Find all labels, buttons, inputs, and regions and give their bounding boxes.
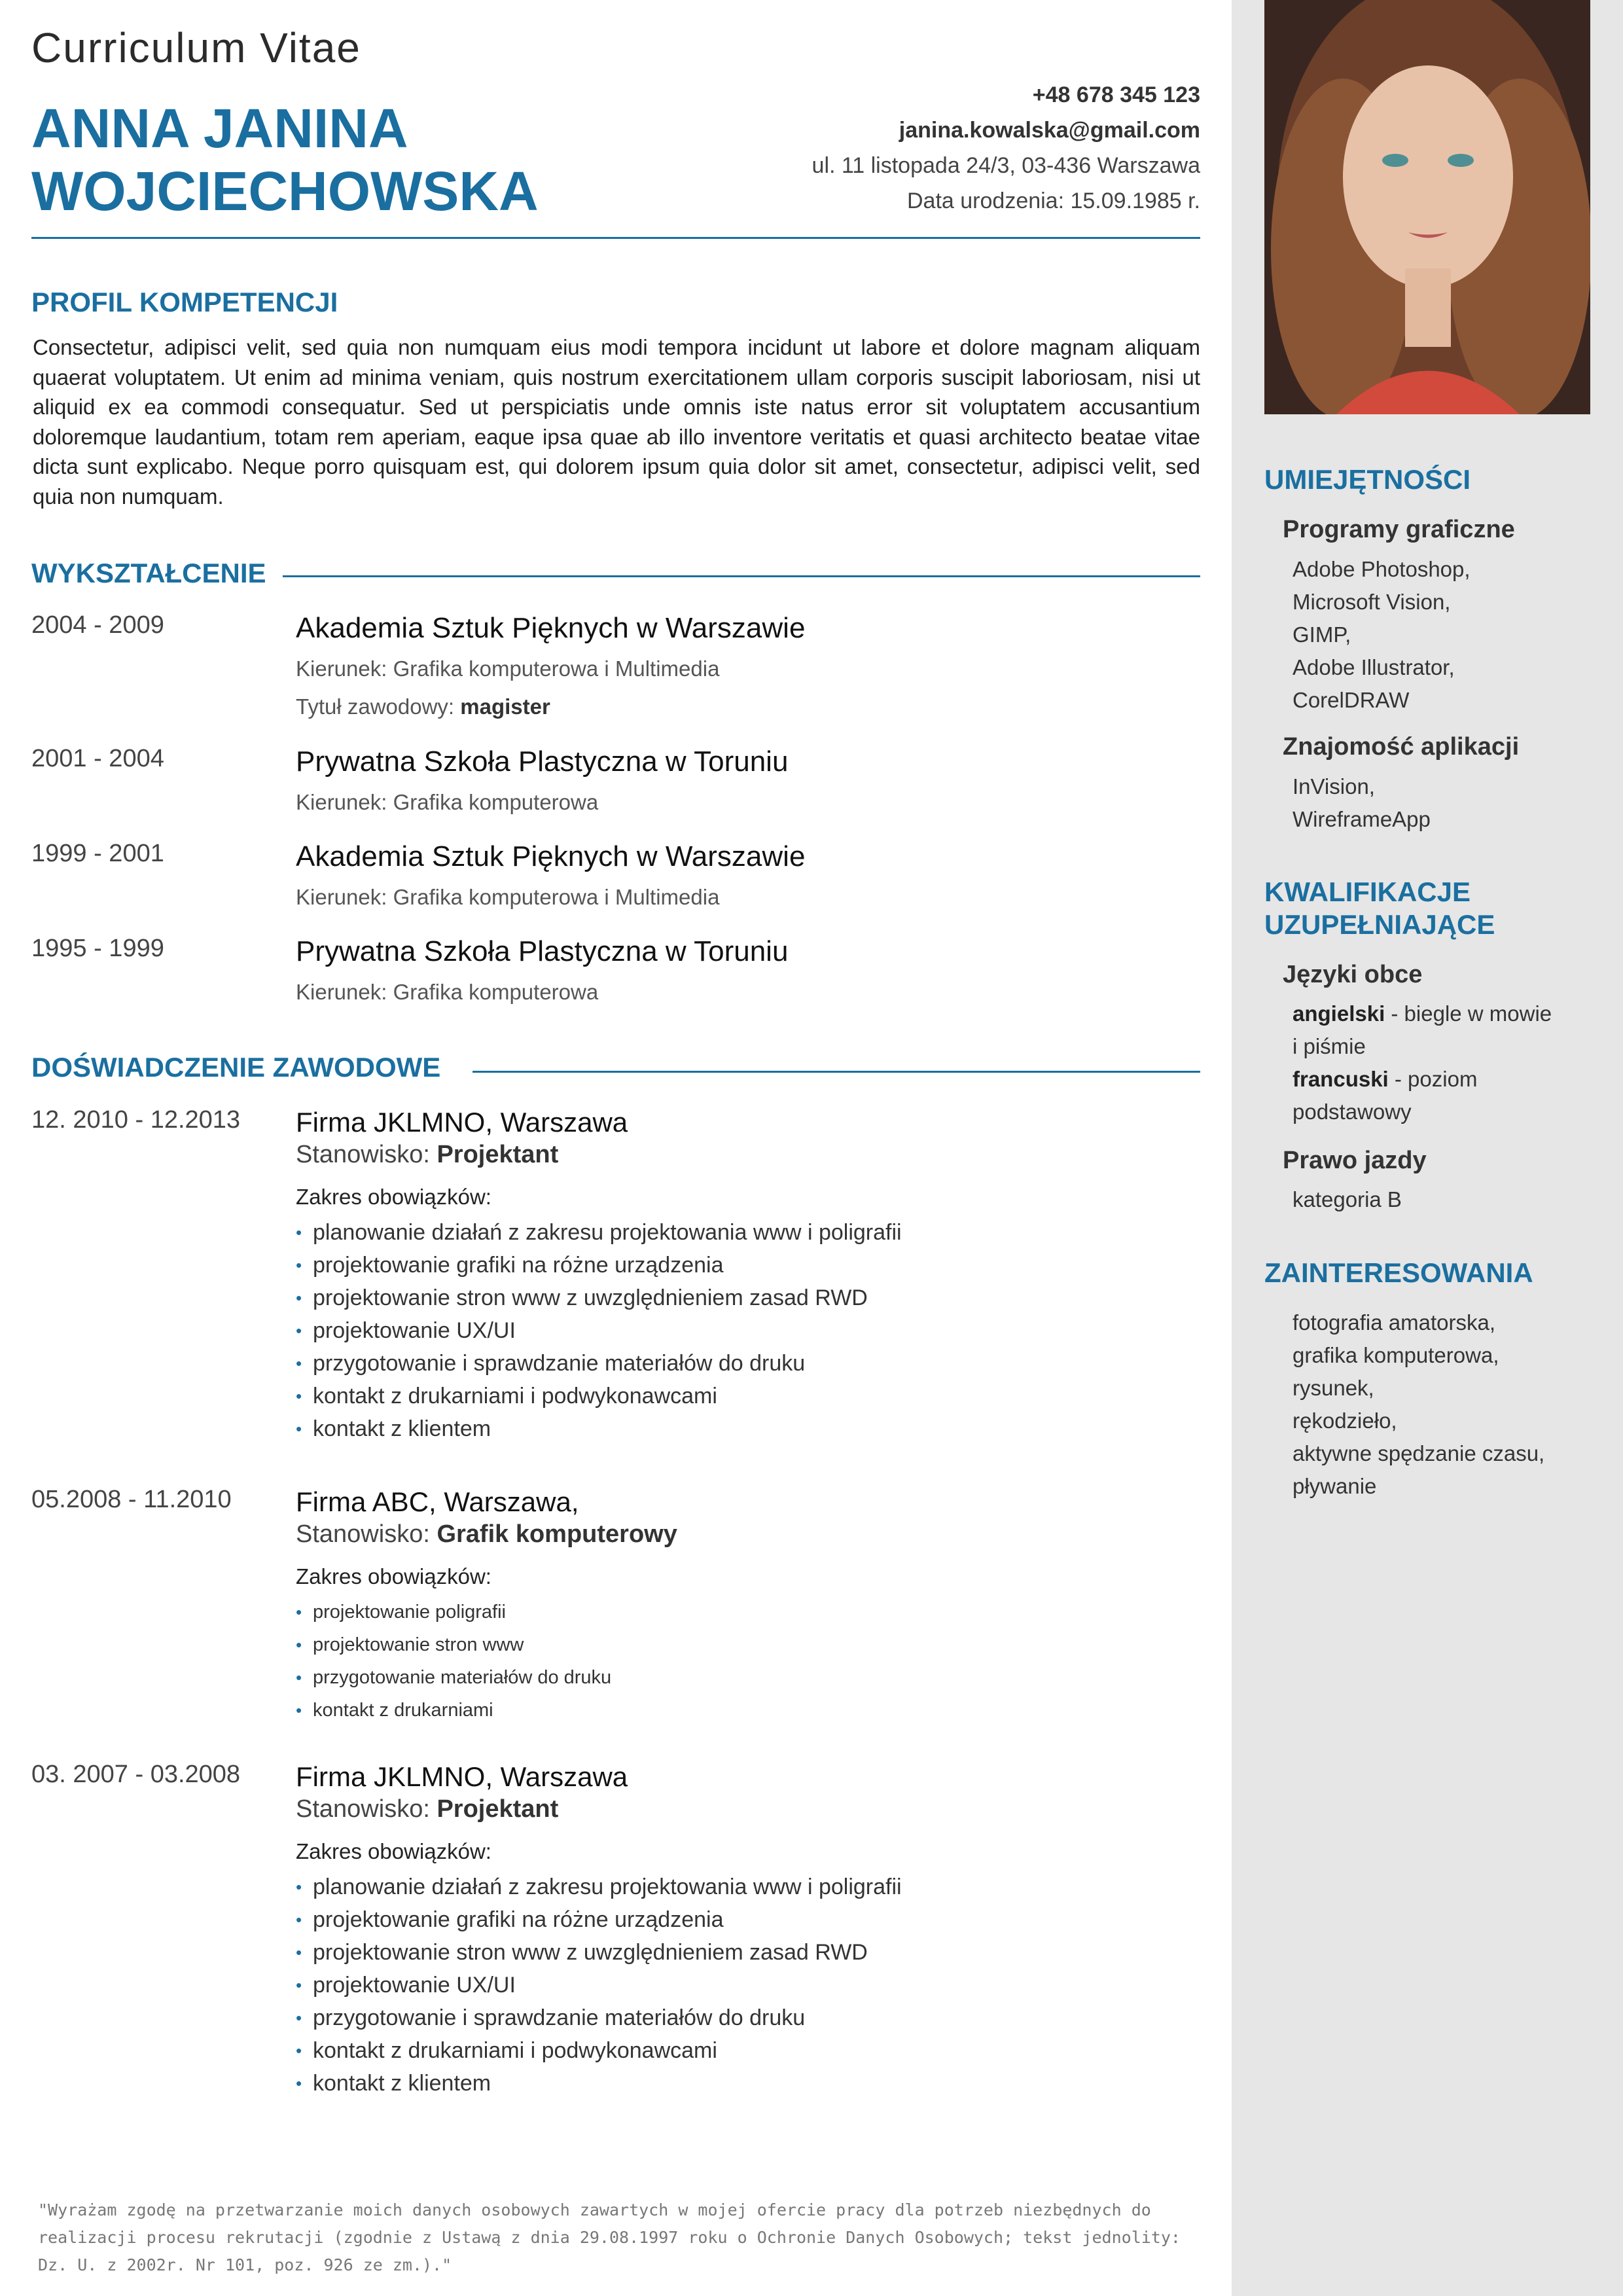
skill-item: Adobe Illustrator, [1293, 655, 1455, 679]
duties-list [296, 1216, 1199, 1445]
header-divider [31, 237, 1200, 239]
duty-item: • przygotowanie i sprawdzanie materiałów do druku [296, 2001, 1199, 2034]
interest-item: rękodzieło, [1293, 1408, 1397, 1433]
duties-heading: Zakres obowiązków: [296, 1564, 491, 1588]
duties-list [296, 1596, 1199, 1727]
duty-item: • kontakt z drukarniami [296, 1694, 1199, 1727]
interests-list [1293, 1306, 1544, 1503]
address: ul. 11 listopada 24/3, 03-436 Warszawa [812, 153, 1200, 178]
graphics-programs-heading: Programy graficzne [1283, 516, 1515, 543]
skill-item: GIMP, [1293, 622, 1351, 647]
education-divider [283, 575, 1200, 577]
education-date: 1995 - 1999 [31, 935, 164, 962]
interest-item: fotografia amatorska, [1293, 1310, 1495, 1335]
position [296, 1139, 1199, 1170]
apps-list [1293, 770, 1431, 836]
app-item: InVision, [1293, 774, 1375, 798]
duty-item: • planowanie działań z zakresu projektowania www i poligrafii [296, 1216, 1199, 1249]
driving-license-value: kategoria B [1293, 1187, 1402, 1211]
duty-item: • projektowanie stron www [296, 1628, 1199, 1661]
profile-photo [1264, 0, 1590, 414]
name-line-2: WOJCIECHOWSKA [31, 160, 539, 222]
duty-item: • kontakt z drukarniami i podwykonawcami [296, 1380, 1199, 1412]
graphics-programs-list [1293, 553, 1471, 717]
school-name: Prywatna Szkoła Plastyczna w Toruniu [296, 745, 789, 778]
position-label: Stanowisko: [296, 1795, 437, 1823]
education-date: 1999 - 2001 [31, 840, 164, 867]
skill-item: Microsoft Vision, [1293, 590, 1451, 614]
duty-item: • przygotowanie i sprawdzanie materiałów do druku [296, 1347, 1199, 1380]
language-item [1293, 997, 1552, 1030]
apps-heading: Znajomość aplikacji [1283, 733, 1520, 761]
duty-item: • projektowanie poligrafii [296, 1596, 1199, 1628]
position-label: Stanowisko: [296, 1141, 437, 1168]
qualifications-heading-line-2: UZUPEŁNIAJĄCE [1264, 909, 1495, 940]
interest-item: rysunek, [1293, 1376, 1374, 1400]
phone: +48 678 345 123 [1032, 82, 1200, 107]
duty-item: • projektowanie stron www z uwzględnieniem zasad RWD [296, 1936, 1199, 1969]
language-level-cont: i piśmie [1293, 1034, 1366, 1058]
experience-date: 12. 2010 - 12.2013 [31, 1106, 241, 1134]
position [296, 1793, 1199, 1825]
interest-item: pływanie [1293, 1474, 1377, 1498]
field-of-study: Kierunek: Grafika komputerowa i Multimedia [296, 885, 720, 909]
experience-date: 03. 2007 - 03.2008 [31, 1761, 241, 1788]
email: janina.kowalska@gmail.com [899, 118, 1200, 143]
position-value: Projektant [437, 1795, 559, 1823]
duty-item: • kontakt z drukarniami i podwykonawcami [296, 2034, 1199, 2067]
language-name: francuski [1293, 1067, 1389, 1091]
degree-label: Tytuł zawodowy: [296, 694, 461, 719]
duties-heading: Zakres obowiązków: [296, 1839, 491, 1863]
qualifications-heading [1264, 876, 1495, 941]
school-name: Prywatna Szkoła Plastyczna w Toruniu [296, 935, 789, 967]
experience-heading: DOŚWIADCZENIE ZAWODOWE [31, 1052, 441, 1083]
position [296, 1518, 1199, 1550]
field-of-study: Kierunek: Grafika komputerowa [296, 980, 599, 1004]
field-of-study: Kierunek: Grafika komputerowa [296, 790, 599, 814]
duty-item: • projektowanie UX/UI [296, 1314, 1199, 1347]
company-name: Firma ABC, Warszawa, [296, 1486, 579, 1517]
company-name: Firma JKLMNO, Warszawa [296, 1107, 628, 1138]
duty-item: • projektowanie stron www z uwzględnieniem zasad RWD [296, 1282, 1199, 1314]
field-of-study: Kierunek: Grafika komputerowa i Multimedia [296, 656, 720, 681]
interest-item: grafika komputerowa, [1293, 1343, 1499, 1367]
duty-item: • kontakt z klientem [296, 1412, 1199, 1445]
app-item: WireframeApp [1293, 807, 1431, 831]
experience-divider [473, 1071, 1200, 1073]
position-value: Projektant [437, 1141, 559, 1168]
duty-item: • kontakt z klientem [296, 2067, 1199, 2100]
experience-date: 05.2008 - 11.2010 [31, 1486, 232, 1513]
position-label: Stanowisko: [296, 1520, 437, 1548]
duty-item: • projektowanie grafiki na różne urządzenia [296, 1903, 1199, 1936]
language-level: - biegle w mowie [1385, 1001, 1552, 1026]
degree-value: magister [460, 694, 550, 719]
skill-item: Adobe Photoshop, [1293, 557, 1471, 581]
duties-heading: Zakres obowiązków: [296, 1185, 491, 1209]
profile-heading: PROFIL KOMPETENCJI [31, 287, 338, 317]
duty-item: • planowanie działań z zakresu projektowania www i poligrafii [296, 1871, 1199, 1903]
skills-heading: UMIEJĘTNOŚCI [1264, 464, 1471, 495]
skill-item: CorelDRAW [1293, 688, 1410, 712]
qualifications-heading-line-1: KWALIFIKACJE [1264, 876, 1471, 907]
position-value: Grafik komputerowy [437, 1520, 677, 1548]
contact-block [812, 77, 1200, 219]
language-level: - poziom [1388, 1067, 1478, 1091]
name-line-1: ANNA JANINA [31, 98, 408, 159]
languages-heading: Języki obce [1283, 961, 1423, 988]
language-name: angielski [1293, 1001, 1385, 1026]
company-name: Firma JKLMNO, Warszawa [296, 1761, 628, 1792]
language-level-cont: podstawowy [1293, 1100, 1412, 1124]
duty-item: • projektowanie grafiki na różne urządzenia [296, 1249, 1199, 1282]
education-date: 2001 - 2004 [31, 745, 164, 772]
school-name: Akademia Sztuk Pięknych w Warszawie [296, 612, 806, 644]
document-title: Curriculum Vitae [31, 24, 361, 71]
languages-list [1293, 997, 1552, 1128]
birth-date: Data urodzenia: 15.09.1985 r. [907, 188, 1200, 213]
degree-title [296, 692, 1199, 721]
data-processing-consent: "Wyrażam zgodę na przetwarzanie moich danych osobowych zawartych w mojej ofercie pracy dla potrzeb niezbędnych do realizacji procesu rekrutacji (zgodnie z Ustawą z dnia 29.08.1997 roku o Ochronie Danych Osobowych; tekst jednolity: Dz. U. z 2002r. Nr 101, poz. 926 ze zm.)." [38, 2200, 1181, 2274]
candidate-name [31, 97, 539, 223]
interests-heading: ZAINTERESOWANIA [1264, 1257, 1533, 1288]
duty-item: • przygotowanie materiałów do druku [296, 1661, 1199, 1694]
school-name: Akademia Sztuk Pięknych w Warszawie [296, 840, 806, 872]
education-date: 2004 - 2009 [31, 611, 164, 639]
education-heading: WYKSZTAŁCENIE [31, 558, 266, 588]
duty-item: • projektowanie UX/UI [296, 1969, 1199, 2001]
duties-list [296, 1871, 1199, 2100]
language-item [1293, 1063, 1552, 1096]
driving-license-heading: Prawo jazdy [1283, 1147, 1427, 1174]
profile-text: Consectetur, adipisci velit, sed quia non numquam eius modi tempora incidunt ut labore et dolore magnam aliquam quaerat voluptatem. Ut enim ad minima veniam, quis nostrum exercitationem ullam corporis suscipit laboriosam, nisi ut aliquid ex ea commodi consequatur. Sed ut perspiciatis unde omnis iste natus error sit voluptatem accusantium doloremque laudantium, totam rem aperiam, eaque ipsa quae ab illo inventore veritatis et quasi architecto beatae vitae dicta sunt explicabo. Neque porro quisquam est, qui dolorem ipsum quia dolor sit amet, consectetur, adipisci velit, sed quia non numquam. [33, 335, 1200, 509]
interest-item: aktywne spędzanie czasu, [1293, 1441, 1545, 1465]
